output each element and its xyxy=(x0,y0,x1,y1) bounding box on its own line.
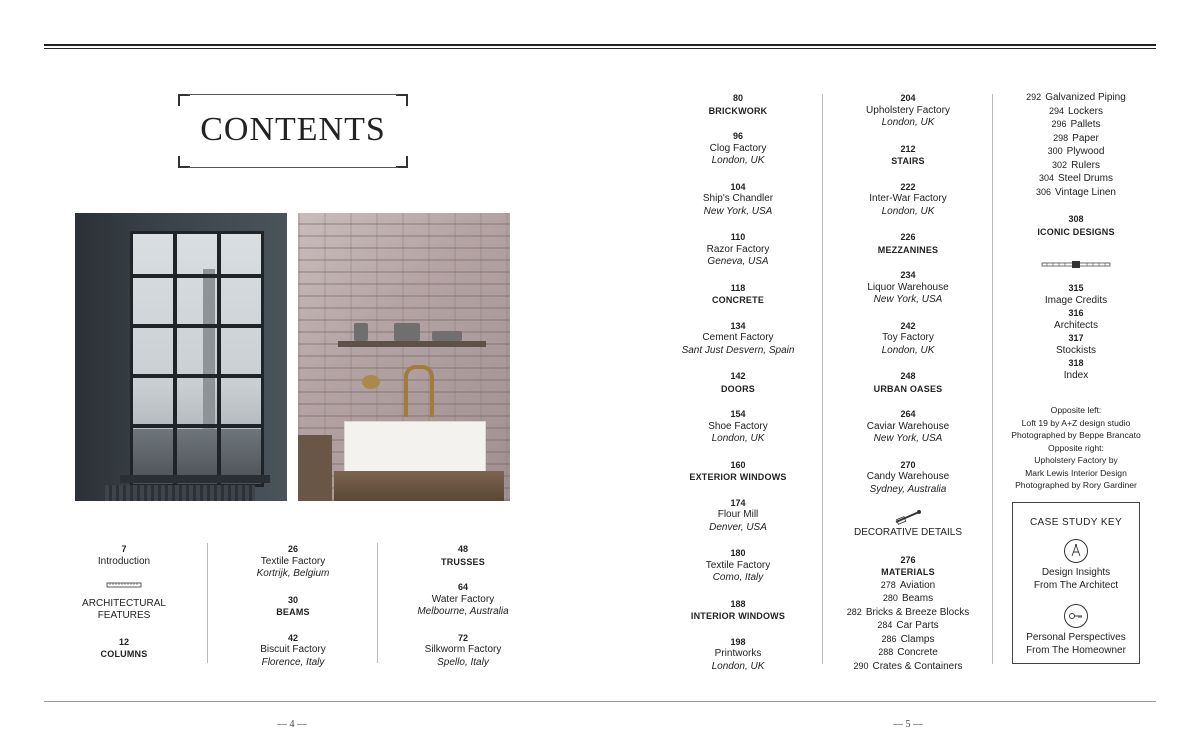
page-number: 242 xyxy=(900,320,916,331)
toc-entry[interactable]: 64 Water Factory Melbourne, Australia xyxy=(417,582,509,617)
page-title: CONTENTS xyxy=(200,111,386,148)
toc-entry[interactable] xyxy=(668,92,808,117)
clamp-icon xyxy=(838,507,978,527)
page-number: 286 xyxy=(881,633,897,644)
section-title: EXTERIOR WINDOWS xyxy=(689,472,787,482)
material-item[interactable] xyxy=(1006,118,1146,132)
item-name: Crates & Containers xyxy=(872,660,963,672)
item-name: Clamps xyxy=(900,633,935,645)
item-name: Bricks & Breeze Blocks xyxy=(865,606,970,618)
key-icon xyxy=(1064,604,1088,628)
toc-entry[interactable] xyxy=(838,181,978,219)
page-number: 234 xyxy=(900,270,916,280)
page-number: 154 xyxy=(730,409,746,419)
compass-icon xyxy=(1064,539,1088,563)
entry-title: Image Credits xyxy=(1044,294,1108,306)
credit-line: Loft 19 by A+Z design studio xyxy=(1021,417,1131,428)
entry-location: London, UK xyxy=(711,433,765,444)
toc-entry[interactable] xyxy=(668,130,808,168)
item-name: Car Parts xyxy=(896,620,939,631)
entry-title: Flour Mill xyxy=(717,509,759,520)
item-name: Pallets xyxy=(1070,119,1101,130)
material-item[interactable] xyxy=(1006,105,1146,119)
toc-entry[interactable]: 7 Introduction xyxy=(97,544,151,567)
entry-location: New York, USA xyxy=(873,433,943,444)
ornament-icon xyxy=(1006,260,1146,274)
material-item[interactable] xyxy=(1006,91,1146,105)
toc-entry[interactable] xyxy=(838,143,978,168)
section-title: STAIRS xyxy=(891,156,925,166)
toc-entry[interactable] xyxy=(668,370,808,395)
toc-entry[interactable] xyxy=(838,269,978,307)
credit-line: Photographed by Rory Gardiner xyxy=(1015,480,1137,490)
toc-entry[interactable] xyxy=(1006,307,1146,332)
section-title: BRICKWORK xyxy=(708,105,768,116)
entry-title: Candy Warehouse xyxy=(866,471,950,482)
material-item[interactable] xyxy=(838,606,978,620)
entry-location: Sant Just Desvern, Spain xyxy=(681,344,795,356)
page-number: 180 xyxy=(730,548,746,558)
toc-entry[interactable]: 72 Silkworm Factory Spello, Italy xyxy=(424,632,502,668)
entry-title: Architects xyxy=(1054,319,1098,331)
material-item[interactable] xyxy=(838,592,978,606)
toc-entry[interactable] xyxy=(668,598,808,623)
page-number: 288 xyxy=(878,647,894,657)
column-divider xyxy=(377,543,378,663)
entry-location: New York, USA xyxy=(703,205,773,217)
entry-location: London, UK xyxy=(881,205,935,217)
entry-title: Ship's Chandler xyxy=(702,193,774,204)
toc-entry[interactable]: 12 COLUMNS xyxy=(100,636,148,659)
item-name: Lockers xyxy=(1068,105,1104,117)
section-title: MEZZANINES xyxy=(877,244,939,255)
toc-entry[interactable] xyxy=(838,320,978,358)
material-item[interactable] xyxy=(1006,132,1146,146)
credit-line: Upholstery Factory by xyxy=(1034,455,1118,465)
page-number: 300 xyxy=(1047,146,1063,156)
entry-title: Cement Factory xyxy=(702,332,774,343)
item-name: Rulers xyxy=(1071,159,1100,171)
entry-title: Inter-War Factory xyxy=(869,193,947,204)
page-number: 110 xyxy=(730,232,746,242)
entry-title: Clog Factory xyxy=(709,142,767,154)
page-number: 204 xyxy=(900,93,916,103)
toc-entry[interactable] xyxy=(1006,282,1146,307)
toc-entry[interactable] xyxy=(668,636,808,674)
entry-title: Toy Factory xyxy=(882,332,934,343)
toc-entry[interactable] xyxy=(838,408,978,446)
column-divider xyxy=(822,94,823,664)
materials-block[interactable]: 276 MATERIALS 278 Aviation 280 Beams 282 Bricks & Breeze Blocks 284 Car Parts 286 Clamps 288 Concrete 290 Crates & Containers xyxy=(838,554,978,674)
item-name: Aviation xyxy=(899,579,936,591)
page-number: 298 xyxy=(1053,132,1069,143)
entry-location: London, UK xyxy=(881,344,935,356)
right-col-1 xyxy=(668,92,808,673)
entry-title: Printworks xyxy=(714,648,762,659)
top-rule-thin xyxy=(44,48,1156,49)
page-number: 212 xyxy=(900,143,916,154)
page-number: 304 xyxy=(1038,173,1054,183)
page-number: 134 xyxy=(730,320,746,331)
page-number: 222 xyxy=(900,181,916,192)
material-item[interactable] xyxy=(1006,186,1146,200)
window-photo xyxy=(75,213,287,501)
section-title: DOORS xyxy=(720,383,755,394)
page-number: 142 xyxy=(730,371,746,381)
entry-location: London, UK xyxy=(881,117,935,128)
photo-credits xyxy=(1000,404,1152,492)
credit-line: Photographed by Beppe Brancato xyxy=(1011,430,1141,440)
toc-entry[interactable] xyxy=(668,320,808,358)
page-number: 280 xyxy=(882,593,898,603)
material-item[interactable] xyxy=(838,646,978,660)
entry-title: Caviar Warehouse xyxy=(866,420,950,432)
entry-location: New York, USA xyxy=(873,294,943,305)
entry-title: Stockists xyxy=(1055,344,1096,356)
contents-title-frame xyxy=(178,94,408,168)
page-number: 290 xyxy=(853,660,869,671)
page-number-right: — 5 — xyxy=(893,719,923,730)
column-divider xyxy=(207,543,208,663)
page-number: 317 xyxy=(1068,333,1084,343)
entry-title: Index xyxy=(1063,369,1089,381)
item-name: Concrete xyxy=(897,647,938,658)
page-number: 296 xyxy=(1051,119,1067,129)
section-title: INTERIOR WINDOWS xyxy=(690,611,786,621)
right-col-3 xyxy=(1006,91,1146,382)
page-number: 306 xyxy=(1035,186,1052,197)
entry-location: Geneva, USA xyxy=(707,256,769,267)
left-col-3 xyxy=(392,543,534,669)
page-number-left: — 4 — xyxy=(277,719,307,730)
material-item[interactable] xyxy=(838,619,978,633)
toc-entry[interactable] xyxy=(668,231,808,269)
ruler-icon xyxy=(74,581,174,594)
page-number: 248 xyxy=(900,371,916,381)
material-item[interactable] xyxy=(838,579,978,593)
page-number: 198 xyxy=(730,636,746,647)
material-item[interactable] xyxy=(1006,159,1146,173)
toc-entry[interactable] xyxy=(668,408,808,446)
entry-location: Como, Italy xyxy=(712,572,764,583)
page-number: 96 xyxy=(732,131,743,141)
page-number: 174 xyxy=(730,497,746,508)
toc-entry[interactable] xyxy=(838,92,978,130)
toc-section-architectural[interactable]: ARCHITECTURAL FEATURES xyxy=(82,597,166,621)
toc-entry[interactable] xyxy=(668,459,808,484)
decorative-details-block[interactable]: DECORATIVE DETAILS xyxy=(838,507,978,540)
page-number: 292 xyxy=(1026,92,1042,102)
page-number: 316 xyxy=(1068,308,1084,318)
page-number: 282 xyxy=(846,606,862,617)
right-col-2 xyxy=(838,92,978,673)
material-item[interactable] xyxy=(1006,145,1146,159)
item-name: Plywood xyxy=(1066,146,1105,157)
page-number: 104 xyxy=(730,181,746,192)
entry-title: Liquor Warehouse xyxy=(867,281,949,293)
toc-entry[interactable]: 308 ICONIC DESIGNS xyxy=(1037,214,1115,237)
item-name: Vintage Linen xyxy=(1055,186,1116,198)
toc-entry[interactable] xyxy=(668,547,808,585)
material-item[interactable] xyxy=(838,633,978,647)
page-number: 318 xyxy=(1068,358,1084,368)
page-number: 264 xyxy=(900,409,916,419)
page-number: 270 xyxy=(900,459,916,470)
page-number: 160 xyxy=(730,459,746,470)
item-name: Beams xyxy=(901,593,934,604)
toc-entry[interactable] xyxy=(668,181,808,219)
page-number: 315 xyxy=(1068,283,1084,293)
credit-line: Opposite right: xyxy=(1048,442,1104,453)
entry-title: Upholstery Factory xyxy=(866,104,950,116)
toc-entry[interactable]: 30 BEAMS xyxy=(276,594,310,617)
toc-entry[interactable] xyxy=(838,231,978,256)
item-name: Galvanized Piping xyxy=(1045,92,1126,103)
toc-entry[interactable] xyxy=(838,370,978,395)
toc-entry[interactable] xyxy=(1006,332,1146,357)
sink-photo xyxy=(298,213,510,501)
key-title: CASE STUDY KEY xyxy=(1029,517,1123,528)
bottom-rule xyxy=(44,701,1156,702)
toc-entry[interactable]: 42 Biscuit Factory Florence, Italy xyxy=(260,632,326,668)
page-number: 188 xyxy=(730,598,746,609)
page-number: 278 xyxy=(880,579,896,590)
entry-location: Sydney, Australia xyxy=(869,483,947,495)
page-number: 302 xyxy=(1052,159,1068,170)
toc-entry[interactable] xyxy=(1006,357,1146,382)
credit-line: Mark Lewis Interior Design xyxy=(1025,467,1127,478)
page-number: 118 xyxy=(730,282,746,293)
case-study-key: CASE STUDY KEY Design Insights From The Architect Personal Perspectives From The Homeowner xyxy=(1012,502,1140,664)
page-number: 226 xyxy=(900,232,916,242)
toc-entry[interactable] xyxy=(668,497,808,535)
page-number: 80 xyxy=(732,93,743,103)
left-col-1 xyxy=(74,543,174,661)
page-number: 284 xyxy=(877,620,893,630)
top-rule-thick xyxy=(44,44,1156,46)
entry-title: Shoe Factory xyxy=(708,420,768,432)
left-col-2 xyxy=(222,543,364,669)
item-name: Paper xyxy=(1072,132,1099,144)
section-title: CONCRETE xyxy=(711,295,765,305)
toc-entry[interactable]: 48 TRUSSES xyxy=(441,544,485,567)
page-number: 294 xyxy=(1048,105,1064,116)
entry-location: Denver, USA xyxy=(709,521,767,533)
material-item[interactable] xyxy=(1006,172,1146,186)
toc-entry[interactable] xyxy=(838,459,978,497)
item-name: Steel Drums xyxy=(1058,173,1114,184)
column-divider xyxy=(992,94,993,664)
toc-entry[interactable] xyxy=(668,282,808,307)
entry-location: London, UK xyxy=(711,155,765,166)
entry-title: Razor Factory xyxy=(706,243,770,255)
section-title: URBAN OASES xyxy=(873,383,943,394)
material-item[interactable] xyxy=(838,660,978,674)
toc-entry[interactable]: 26 Textile Factory Kortrijk, Belgium xyxy=(256,544,330,579)
entry-title: Textile Factory xyxy=(705,559,771,571)
entry-location: London, UK xyxy=(711,660,765,672)
credit-line: Opposite left: xyxy=(1050,405,1102,415)
